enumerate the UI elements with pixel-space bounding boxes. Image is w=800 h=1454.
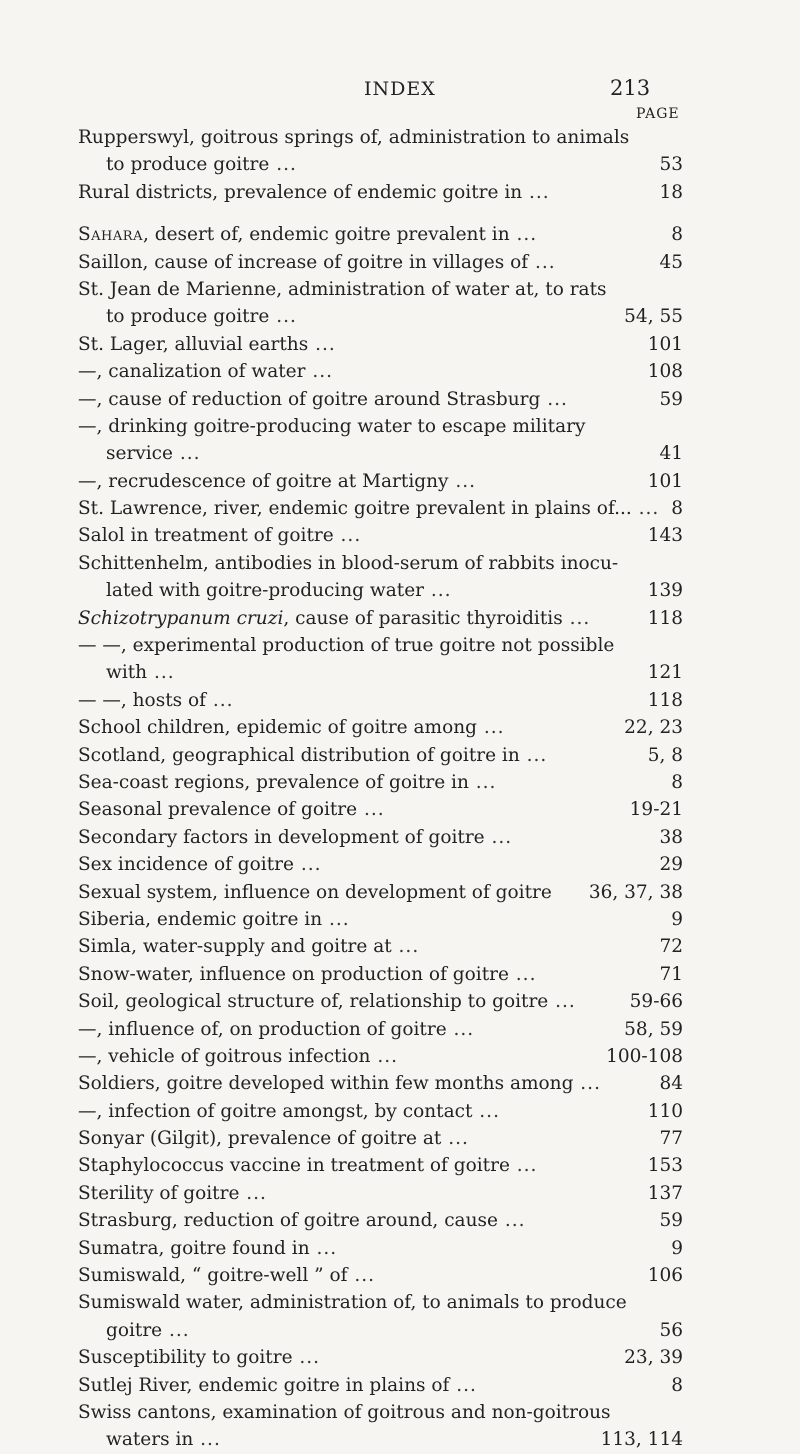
entry-text: with ... xyxy=(106,662,175,684)
entry-text: to produce goitre ... xyxy=(106,306,297,328)
entry-pages: 8 xyxy=(671,224,683,246)
index-entry xyxy=(0,550,800,577)
entry-text: Sonyar (Gilgit), prevalence of goitre at ... xyxy=(78,1128,469,1150)
entry-pages: 113, 114 xyxy=(600,1429,683,1451)
index-entry xyxy=(0,796,800,823)
entry-text: Snow-water, influence on production of goitre ... xyxy=(78,963,537,985)
index-entry xyxy=(0,1180,800,1207)
entry-pages: 118 xyxy=(647,689,683,711)
index-entry xyxy=(0,1426,800,1453)
dot-leader: ... xyxy=(147,662,175,684)
page-header xyxy=(0,78,800,108)
entry-text: Scotland, geographical distribution of goitre in ... xyxy=(78,744,548,766)
entry-text: Rural districts, prevalence of endemic goitre in ... xyxy=(78,181,550,203)
entry-text: Sterility of goitre ... xyxy=(78,1182,267,1204)
entry-pages: 8 xyxy=(671,1374,683,1396)
dot-leader: ... xyxy=(540,388,568,410)
dot-leader: ... xyxy=(308,333,336,355)
dot-leader: ... xyxy=(476,717,505,739)
index-entry xyxy=(0,179,800,206)
entry-text: Secondary factors in development of goitre ... xyxy=(78,826,513,848)
entry-text: —, cause of reduction of goitre around Strasburg ... xyxy=(78,388,568,410)
index-entry xyxy=(0,249,800,276)
index-entry xyxy=(0,1399,800,1426)
entry-pages: 101 xyxy=(647,470,683,492)
entry-text: Swiss cantons, examination of goitrous and non-goitrous xyxy=(78,1401,611,1423)
entry-pages: 56 xyxy=(659,1319,683,1341)
entry-text: Sex incidence of goitre ... xyxy=(78,854,322,876)
index-entry xyxy=(0,632,800,659)
entry-pages: 100-108 xyxy=(606,1045,683,1067)
index-entry xyxy=(0,906,800,933)
dot-leader: ... xyxy=(573,1073,601,1095)
entry-text: Strasburg, reduction of goitre around, cause ... xyxy=(78,1210,526,1232)
entry-text: to produce goitre ... xyxy=(106,154,297,176)
entry-pages: 9 xyxy=(671,1237,683,1259)
index-entry xyxy=(0,769,800,796)
entry-pages: 23, 39 xyxy=(624,1347,683,1369)
entry-text: St. Lager, alluvial earths ... xyxy=(78,333,336,355)
dot-leader: ... xyxy=(269,154,297,176)
dot-leader: ... xyxy=(509,1155,538,1177)
entry-text: Saillon, cause of increase of goitre in villages of ... xyxy=(78,251,556,273)
index-entry xyxy=(0,659,800,686)
dot-leader: ... xyxy=(562,607,591,629)
entry-text: —, drinking goitre-producing water to escape military xyxy=(78,415,586,437)
dot-leader: ... xyxy=(448,470,476,492)
entry-text: School children, epidemic of goitre among ... xyxy=(78,717,505,739)
entry-pages: 22, 23 xyxy=(624,717,683,739)
entry-pages: 143 xyxy=(647,525,683,547)
index-entry xyxy=(0,522,800,549)
entry-text: service ... xyxy=(106,443,201,465)
index-entry xyxy=(0,1235,800,1262)
dot-leader: ... xyxy=(484,826,513,848)
dot-leader: ... xyxy=(347,1265,375,1287)
entry-text: Staphylococcus vaccine in treatment of goitre ... xyxy=(78,1155,538,1177)
entry-pages: 137 xyxy=(647,1182,683,1204)
dot-leader: ... xyxy=(497,1210,526,1232)
entry-text: Schizotrypanum cruzi, cause of parasitic thyroiditis ... xyxy=(78,607,591,629)
dot-leader: ... xyxy=(424,580,452,602)
index-entry xyxy=(0,124,800,151)
index-entry xyxy=(0,303,800,330)
entry-pages: 5, 8 xyxy=(647,744,683,766)
index-entry xyxy=(0,879,800,906)
entry-text: Schittenhelm, antibodies in blood-serum of rabbits inocu- xyxy=(78,552,619,574)
dot-leader: ... xyxy=(509,224,538,246)
dot-leader: ... xyxy=(357,799,385,821)
entry-pages: 153 xyxy=(647,1155,683,1177)
index-entry xyxy=(0,687,800,714)
index-entry xyxy=(0,1289,800,1316)
page-number: 213 xyxy=(610,76,651,100)
entry-text: Rupperswyl, goitrous springs of, administration to animals xyxy=(78,127,630,148)
index-entry xyxy=(0,824,800,851)
entry-text: Sea-coast regions, prevalence of goitre in ... xyxy=(78,771,497,793)
index-entry xyxy=(0,1125,800,1152)
entry-text: Siberia, endemic goitre in ... xyxy=(78,908,350,930)
index-entry xyxy=(0,605,800,632)
entry-pages: 36, 37, 38 xyxy=(588,881,683,903)
index-entry xyxy=(0,1262,800,1289)
index-entry xyxy=(0,714,800,741)
index-entry-list xyxy=(0,124,800,1454)
entry-pages: 53 xyxy=(659,154,683,176)
dot-leader: ... xyxy=(162,1319,190,1341)
dot-leader: ... xyxy=(172,443,201,465)
entry-pages: 8 xyxy=(671,771,683,793)
index-entry xyxy=(0,851,800,878)
entry-text: Soldiers, goitre developed within few months among ... xyxy=(78,1073,601,1095)
index-entry xyxy=(0,440,800,467)
index-entry xyxy=(0,1207,800,1234)
dot-leader: ... xyxy=(193,1429,221,1451)
entry-text: St. Jean de Marienne, administration of water at, to rats xyxy=(78,278,607,300)
index-entry xyxy=(0,933,800,960)
index-entry xyxy=(0,276,800,303)
entry-pages: 121 xyxy=(647,662,683,684)
entry-text: —, canalization of water ... xyxy=(78,361,333,383)
entry-pages: 77 xyxy=(659,1128,683,1150)
entry-pages: 84 xyxy=(659,1073,683,1095)
dot-leader: ... xyxy=(548,991,576,1013)
entry-pages: 41 xyxy=(659,443,683,465)
dot-leader: ... xyxy=(631,498,660,520)
index-entry xyxy=(0,961,800,988)
running-title: INDEX xyxy=(364,78,436,100)
entry-text: Sumiswald water, administration of, to animals to produce xyxy=(78,1292,627,1314)
index-entry xyxy=(0,577,800,604)
entry-text: lated with goitre-producing water ... xyxy=(106,580,452,602)
entry-pages: 9 xyxy=(671,908,683,930)
index-entry xyxy=(0,1070,800,1097)
entry-heading-smallcaps: Sahara xyxy=(78,224,143,246)
dot-leader: ... xyxy=(446,1018,475,1040)
dot-leader: ... xyxy=(305,361,333,383)
dot-leader: ... xyxy=(391,936,420,958)
index-entry xyxy=(0,413,800,440)
entry-pages: 101 xyxy=(647,333,683,355)
entry-pages: 59 xyxy=(659,388,683,410)
dot-leader: ... xyxy=(239,1182,267,1204)
dot-leader: ... xyxy=(468,771,497,793)
entry-text: Salol in treatment of goitre ... xyxy=(78,525,362,547)
entry-pages: 54, 55 xyxy=(624,306,683,328)
entry-pages: 8 xyxy=(671,498,683,520)
entry-pages: 139 xyxy=(647,580,683,602)
entry-pages: 108 xyxy=(647,361,683,383)
entry-pages: 71 xyxy=(659,963,683,985)
index-entry xyxy=(0,221,800,248)
index-entry xyxy=(0,358,800,385)
dot-leader: ... xyxy=(309,1237,338,1259)
entry-text: Simla, water-supply and goitre at ... xyxy=(78,936,420,958)
entry-pages: 118 xyxy=(647,607,683,629)
dot-leader: ... xyxy=(370,1045,398,1067)
dot-leader: ... xyxy=(333,525,362,547)
index-entry xyxy=(0,1317,800,1344)
dot-leader: ... xyxy=(522,181,550,203)
dot-leader: ... xyxy=(441,1128,469,1150)
page-column-label: PAGE xyxy=(636,106,680,122)
dot-leader: ... xyxy=(472,1100,500,1122)
index-entry xyxy=(0,742,800,769)
index-entry xyxy=(0,988,800,1015)
dot-leader: ... xyxy=(205,689,234,711)
entry-text: goitre ... xyxy=(106,1319,190,1341)
entry-text: Seasonal prevalence of goitre ... xyxy=(78,799,385,821)
dot-leader: ... xyxy=(322,908,350,930)
entry-pages: 38 xyxy=(659,826,683,848)
entry-text: —, recrudescence of goitre at Martigny ... xyxy=(78,470,476,492)
index-entry xyxy=(0,386,800,413)
index-entry xyxy=(0,1344,800,1371)
dot-leader: ... xyxy=(449,1374,477,1396)
index-entry xyxy=(0,331,800,358)
entry-pages: 106 xyxy=(647,1265,683,1287)
index-entry xyxy=(0,468,800,495)
index-entry xyxy=(0,151,800,178)
dot-leader: ... xyxy=(269,306,297,328)
entry-pages: 29 xyxy=(659,854,683,876)
index-entry xyxy=(0,1098,800,1125)
entry-text: Soil, geological structure of, relationship to goitre ... xyxy=(78,991,576,1013)
entry-text: Sumatra, goitre found in ... xyxy=(78,1237,338,1259)
entry-text: Sumiswald, “ goitre-well ” of ... xyxy=(78,1265,375,1287)
dot-leader: ... xyxy=(528,251,556,273)
entry-text: — —, hosts of ... xyxy=(78,689,234,711)
entry-heading-italic: Schizotrypanum cruzi xyxy=(78,607,284,629)
entry-pages: 18 xyxy=(659,181,683,203)
entry-text: Susceptibility to goitre ... xyxy=(78,1347,321,1369)
dot-leader: ... xyxy=(292,1347,321,1369)
dot-leader: ... xyxy=(508,963,537,985)
entry-pages: 110 xyxy=(647,1100,683,1122)
entry-text: St. Lawrence, river, endemic goitre prevalent in plains of... ... xyxy=(78,498,660,520)
entry-text: —, infection of goitre amongst, by contact ... xyxy=(78,1100,500,1122)
entry-text: — —, experimental production of true goitre not possible xyxy=(78,635,615,657)
entry-pages: 59 xyxy=(659,1210,683,1232)
entry-pages: 19-21 xyxy=(629,799,683,821)
dot-leader: ... xyxy=(519,744,548,766)
entry-text: Sahara, desert of, endemic goitre prevalent in ... xyxy=(78,224,538,246)
index-entry xyxy=(0,1372,800,1399)
index-entry xyxy=(0,1152,800,1179)
dot-leader: ... xyxy=(293,854,322,876)
entry-text: —, influence of, on production of goitre ... xyxy=(78,1018,475,1040)
entry-pages: 59-66 xyxy=(629,991,683,1013)
index-entry xyxy=(0,1043,800,1070)
entry-pages: 45 xyxy=(659,251,683,273)
entry-text: Sutlej River, endemic goitre in plains of ... xyxy=(78,1374,477,1396)
entry-pages: 72 xyxy=(659,936,683,958)
entry-text: waters in ... xyxy=(106,1429,221,1451)
index-entry xyxy=(0,495,800,522)
entry-text: —, vehicle of goitrous infection ... xyxy=(78,1045,398,1067)
entry-text: Sexual system, influence on development of goitre xyxy=(78,881,552,903)
index-entry xyxy=(0,1016,800,1043)
entry-pages: 58, 59 xyxy=(624,1018,683,1040)
